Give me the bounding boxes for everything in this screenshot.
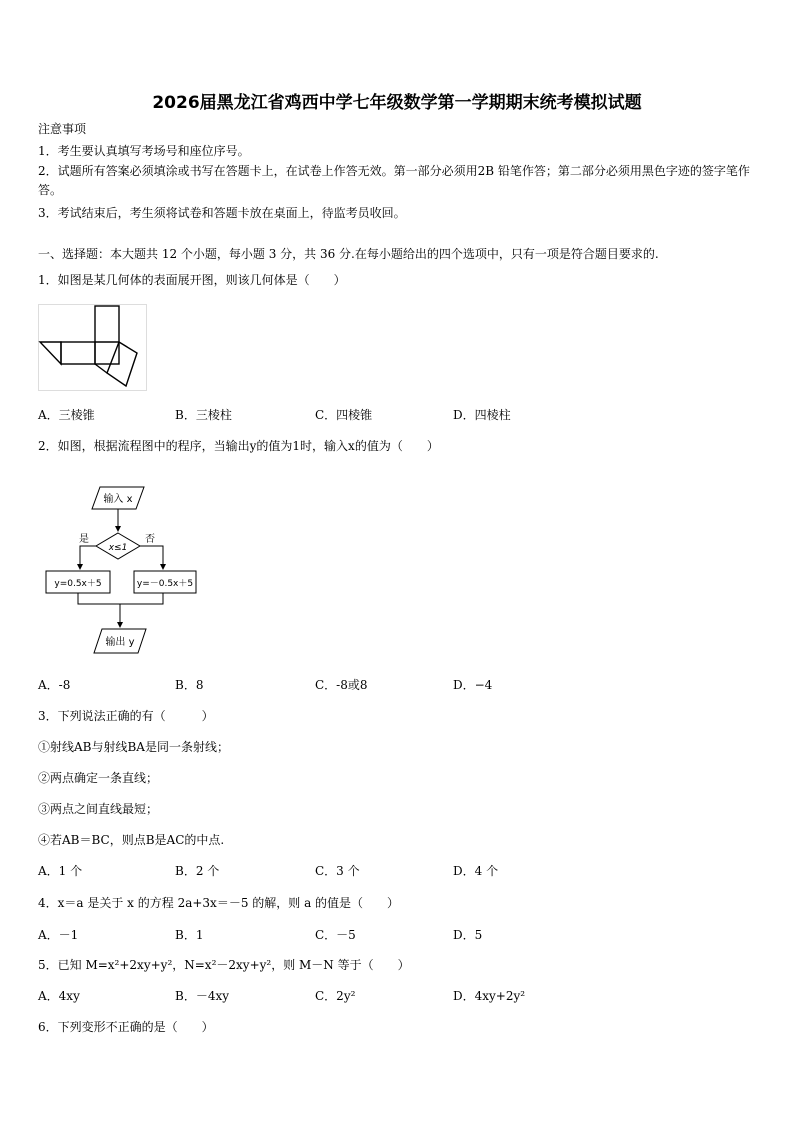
q1-option-a[interactable]: A．三棱锥 xyxy=(38,408,95,422)
question-6-stem: 6．下列变形不正确的是（ ） xyxy=(38,1020,214,1034)
q3-statement-2: ②两点确定一条直线； xyxy=(38,771,159,785)
q5-option-b[interactable]: B．－4xy xyxy=(175,989,230,1003)
question-5-stem: 5．已知 M=x²+2xy+y²，N=x²－2xy+y²，则 M－N 等于（ ） xyxy=(38,958,410,972)
question-4-stem: 4．x＝a 是关于 x 的方程 2a+3x＝－5 的解，则 a 的值是（ ） xyxy=(38,896,400,910)
notice-item-1: 1．考生要认真填写考场号和座位序号。 xyxy=(38,144,250,158)
notice-item-2: 2．试题所有答案必须填涂或书写在答题卡上，在试卷上作答无效。第一部分必须用2B 铅笔作答；第二部分必须用黑色字迹的签字笔作答。 xyxy=(38,164,750,197)
question-2-stem: 2．如图，根据流程图中的程序，当输出y的值为1时，输入x的值为（ ） xyxy=(38,439,439,453)
flow-output-label: 输出 y xyxy=(105,637,135,648)
notice-heading: 注意事项 xyxy=(38,122,87,136)
q5-option-c[interactable]: C．2y² xyxy=(315,989,356,1003)
net-figure xyxy=(38,304,148,392)
q2-option-c[interactable]: C．-8或8 xyxy=(315,678,368,692)
q5-option-d[interactable]: D．4xy+2y² xyxy=(453,989,526,1003)
notice-item-3: 3．考试结束后，考生须将试卷和答题卡放在桌面上，待监考员收回。 xyxy=(38,206,406,220)
q4-option-a[interactable]: A．－1 xyxy=(38,928,79,942)
q1-option-b[interactable]: B．三棱柱 xyxy=(175,408,232,422)
q4-option-b[interactable]: B．1 xyxy=(175,928,204,942)
q3-option-d[interactable]: D．4 个 xyxy=(453,864,499,878)
q3-option-a[interactable]: A．1 个 xyxy=(38,864,83,878)
q1-option-c[interactable]: C．四棱锥 xyxy=(315,408,373,422)
question-3-stem: 3．下列说法正确的有（ ） xyxy=(38,709,214,723)
page-title: 2026届黑龙江省鸡西中学七年级数学第一学期期末统考模拟试题 xyxy=(152,93,642,113)
section-heading: 一、选择题：本大题共 12 个小题，每小题 3 分，共 36 分.在每小题给出的四个选项中，只有一项是符合题目要求的. xyxy=(38,247,659,261)
q1-option-d[interactable]: D．四棱柱 xyxy=(453,408,511,422)
q3-statement-1: ①射线AB与射线BA是同一条射线； xyxy=(38,740,229,754)
flow-left-box-label: y=0.5x＋5 xyxy=(54,579,102,589)
q5-option-a[interactable]: A．4xy xyxy=(38,989,80,1003)
flow-input-label: 输入 x xyxy=(103,494,133,505)
flow-no-label: 否 xyxy=(145,534,155,545)
flow-condition-label: x≤1 xyxy=(108,543,128,553)
q3-option-b[interactable]: B．2 个 xyxy=(175,864,220,878)
flowchart xyxy=(42,484,204,664)
flow-yes-label: 是 xyxy=(79,534,89,545)
q3-statement-3: ③两点之间直线最短； xyxy=(38,802,159,816)
q2-option-a[interactable]: A．-8 xyxy=(38,678,71,692)
question-1-stem: 1．如图是某几何体的表面展开图，则该几何体是（ ） xyxy=(38,273,346,287)
q4-option-d[interactable]: D．5 xyxy=(453,928,483,942)
q2-option-b[interactable]: B．8 xyxy=(175,678,204,692)
q3-statement-4: ④若AB＝BC，则点B是AC的中点. xyxy=(38,833,225,847)
q3-option-c[interactable]: C．3 个 xyxy=(315,864,360,878)
q4-option-c[interactable]: C．－5 xyxy=(315,928,356,942)
q2-option-d[interactable]: D．−4 xyxy=(453,678,493,692)
flow-right-box-label: y=－0.5x＋5 xyxy=(136,579,194,589)
